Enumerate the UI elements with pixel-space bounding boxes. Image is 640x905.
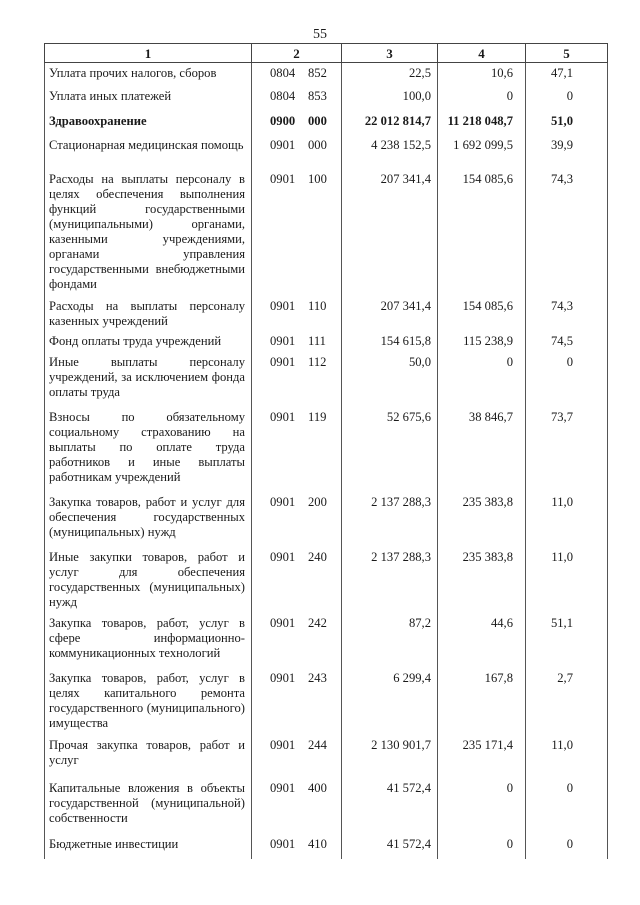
row-name: Закупка товаров, работ, услуг в сфере информационно-коммуникационных технологий bbox=[45, 610, 252, 665]
section-code: 0901 bbox=[270, 333, 296, 348]
value-executed: 0 bbox=[438, 84, 526, 108]
value-executed: 235 171,4 bbox=[438, 732, 526, 774]
row-code bbox=[252, 292, 342, 330]
table-row bbox=[45, 330, 608, 350]
row-code bbox=[252, 610, 342, 665]
expense-type-code: 240 bbox=[308, 549, 327, 564]
section-code: 0901 bbox=[270, 737, 296, 752]
value-percent: 73,7 bbox=[526, 405, 608, 489]
value-executed: 0 bbox=[438, 829, 526, 859]
expense-type-code: 242 bbox=[308, 615, 327, 630]
section-code: 0901 bbox=[270, 615, 296, 630]
value-executed: 44,6 bbox=[438, 610, 526, 665]
value-executed: 115 238,9 bbox=[438, 330, 526, 350]
expense-type-code: 000 bbox=[308, 113, 327, 128]
row-code bbox=[252, 132, 342, 166]
table-row bbox=[45, 665, 608, 732]
value-executed: 154 085,6 bbox=[438, 166, 526, 292]
value-percent: 51,1 bbox=[526, 610, 608, 665]
table-row bbox=[45, 732, 608, 774]
budget-table bbox=[44, 43, 608, 859]
table-header-row bbox=[45, 44, 608, 63]
section-code: 0901 bbox=[270, 137, 296, 152]
row-code bbox=[252, 166, 342, 292]
value-percent: 74,3 bbox=[526, 292, 608, 330]
section-code: 0901 bbox=[270, 494, 296, 509]
value-percent: 0 bbox=[526, 774, 608, 829]
value-percent: 47,1 bbox=[526, 63, 608, 84]
row-code bbox=[252, 489, 342, 544]
value-planned: 50,0 bbox=[342, 350, 438, 405]
value-executed: 1 692 099,5 bbox=[438, 132, 526, 166]
section-code: 0804 bbox=[270, 66, 296, 80]
expense-type-code: 100 bbox=[308, 171, 327, 186]
section-code: 0901 bbox=[270, 670, 296, 685]
expense-type-code: 410 bbox=[308, 836, 327, 851]
value-percent: 2,7 bbox=[526, 665, 608, 732]
row-code bbox=[252, 63, 342, 84]
row-code bbox=[252, 732, 342, 774]
row-name: Уплата прочих налогов, сборов bbox=[45, 63, 252, 84]
row-name: Расходы на выплаты персоналу казенных учреждений bbox=[45, 292, 252, 330]
value-percent: 0 bbox=[526, 350, 608, 405]
value-percent: 11,0 bbox=[526, 544, 608, 610]
table-row bbox=[45, 405, 608, 489]
value-percent: 74,3 bbox=[526, 166, 608, 292]
value-planned: 22,5 bbox=[342, 63, 438, 84]
table-row bbox=[45, 63, 608, 84]
value-percent: 74,5 bbox=[526, 330, 608, 350]
row-name: Уплата иных платежей bbox=[45, 84, 252, 108]
value-planned: 6 299,4 bbox=[342, 665, 438, 732]
row-code bbox=[252, 108, 342, 132]
table-body bbox=[45, 63, 608, 859]
table-row bbox=[45, 544, 608, 610]
section-code: 0901 bbox=[270, 549, 296, 564]
column-header-5: 5 bbox=[526, 44, 608, 63]
value-executed: 0 bbox=[438, 774, 526, 829]
table-row bbox=[45, 774, 608, 829]
row-name: Бюджетные инвестиции bbox=[45, 829, 252, 859]
value-planned: 154 615,8 bbox=[342, 330, 438, 350]
value-percent: 0 bbox=[526, 829, 608, 859]
expense-type-code: 111 bbox=[308, 333, 326, 348]
section-code: 0901 bbox=[270, 409, 296, 424]
value-planned: 100,0 bbox=[342, 84, 438, 108]
row-name: Прочая закупка товаров, работ и услуг bbox=[45, 732, 252, 774]
row-code bbox=[252, 350, 342, 405]
section-code: 0900 bbox=[270, 113, 296, 128]
table-row bbox=[45, 829, 608, 859]
value-planned: 4 238 152,5 bbox=[342, 132, 438, 166]
value-executed: 10,6 bbox=[438, 63, 526, 84]
value-executed: 0 bbox=[438, 350, 526, 405]
expense-type-code: 110 bbox=[308, 298, 327, 313]
expense-type-code: 853 bbox=[308, 88, 327, 103]
section-code: 0901 bbox=[270, 836, 296, 851]
table-row bbox=[45, 132, 608, 166]
row-name: Капитальные вложения в объекты государственной (муниципальной) собственности bbox=[45, 774, 252, 829]
value-planned: 22 012 814,7 bbox=[342, 108, 438, 132]
value-executed: 167,8 bbox=[438, 665, 526, 732]
value-percent: 51,0 bbox=[526, 108, 608, 132]
value-planned: 52 675,6 bbox=[342, 405, 438, 489]
row-code bbox=[252, 405, 342, 489]
value-percent: 0 bbox=[526, 84, 608, 108]
row-name: Взносы по обязательному социальному страхованию на выплаты по оплате труда работников и иные выплаты работникам учреждений bbox=[45, 405, 252, 489]
value-planned: 2 137 288,3 bbox=[342, 489, 438, 544]
column-header-4: 4 bbox=[438, 44, 526, 63]
value-executed: 235 383,8 bbox=[438, 489, 526, 544]
row-code bbox=[252, 330, 342, 350]
table-row bbox=[45, 610, 608, 665]
value-planned: 207 341,4 bbox=[342, 166, 438, 292]
row-name: Стационарная медицинская помощь bbox=[45, 132, 252, 166]
section-code: 0901 bbox=[270, 171, 296, 186]
expense-type-code: 852 bbox=[308, 66, 327, 80]
row-name: Фонд оплаты труда учреждений bbox=[45, 330, 252, 350]
column-header-3: 3 bbox=[342, 44, 438, 63]
value-executed: 235 383,8 bbox=[438, 544, 526, 610]
value-planned: 2 137 288,3 bbox=[342, 544, 438, 610]
row-code bbox=[252, 544, 342, 610]
value-planned: 41 572,4 bbox=[342, 829, 438, 859]
table-row bbox=[45, 84, 608, 108]
table-row bbox=[45, 489, 608, 544]
row-code bbox=[252, 665, 342, 732]
column-header-2: 2 bbox=[252, 44, 342, 63]
row-name: Закупка товаров, работ, услуг в целях капитального ремонта государственного (муниципального) имущества bbox=[45, 665, 252, 732]
table-row bbox=[45, 350, 608, 405]
table-row bbox=[45, 108, 608, 132]
row-code bbox=[252, 84, 342, 108]
value-executed: 38 846,7 bbox=[438, 405, 526, 489]
expense-type-code: 119 bbox=[308, 409, 327, 424]
value-planned: 2 130 901,7 bbox=[342, 732, 438, 774]
row-name: Расходы на выплаты персоналу в целях обеспечения выполнения функций государственными (муниципальными) органами, казенными учреждениями, органами управления государственными внебюджетными фондами bbox=[45, 166, 252, 292]
row-name: Иные закупки товаров, работ и услуг для обеспечения государственных (муниципальных) нужд bbox=[45, 544, 252, 610]
value-percent: 11,0 bbox=[526, 732, 608, 774]
row-name: Закупка товаров, работ и услуг для обеспечения государственных (муниципальных) нужд bbox=[45, 489, 252, 544]
page-number: 55 bbox=[313, 27, 327, 42]
section-code: 0901 bbox=[270, 780, 296, 795]
value-percent: 11,0 bbox=[526, 489, 608, 544]
value-planned: 87,2 bbox=[342, 610, 438, 665]
column-header-1: 1 bbox=[45, 44, 252, 63]
section-code: 0901 bbox=[270, 354, 296, 369]
expense-type-code: 400 bbox=[308, 780, 327, 795]
value-planned: 41 572,4 bbox=[342, 774, 438, 829]
expense-type-code: 000 bbox=[308, 137, 327, 152]
section-code: 0804 bbox=[270, 88, 296, 103]
expense-type-code: 112 bbox=[308, 354, 327, 369]
section-code: 0901 bbox=[270, 298, 296, 313]
row-name: Здравоохранение bbox=[45, 108, 252, 132]
expense-type-code: 200 bbox=[308, 494, 327, 509]
expense-type-code: 244 bbox=[308, 737, 327, 752]
expense-type-code: 243 bbox=[308, 670, 327, 685]
table-row bbox=[45, 166, 608, 292]
value-executed: 154 085,6 bbox=[438, 292, 526, 330]
row-code bbox=[252, 829, 342, 859]
value-executed: 11 218 048,7 bbox=[438, 108, 526, 132]
row-code bbox=[252, 774, 342, 829]
value-planned: 207 341,4 bbox=[342, 292, 438, 330]
value-percent: 39,9 bbox=[526, 132, 608, 166]
table-row bbox=[45, 292, 608, 330]
row-name: Иные выплаты персоналу учреждений, за исключением фонда оплаты труда bbox=[45, 350, 252, 405]
